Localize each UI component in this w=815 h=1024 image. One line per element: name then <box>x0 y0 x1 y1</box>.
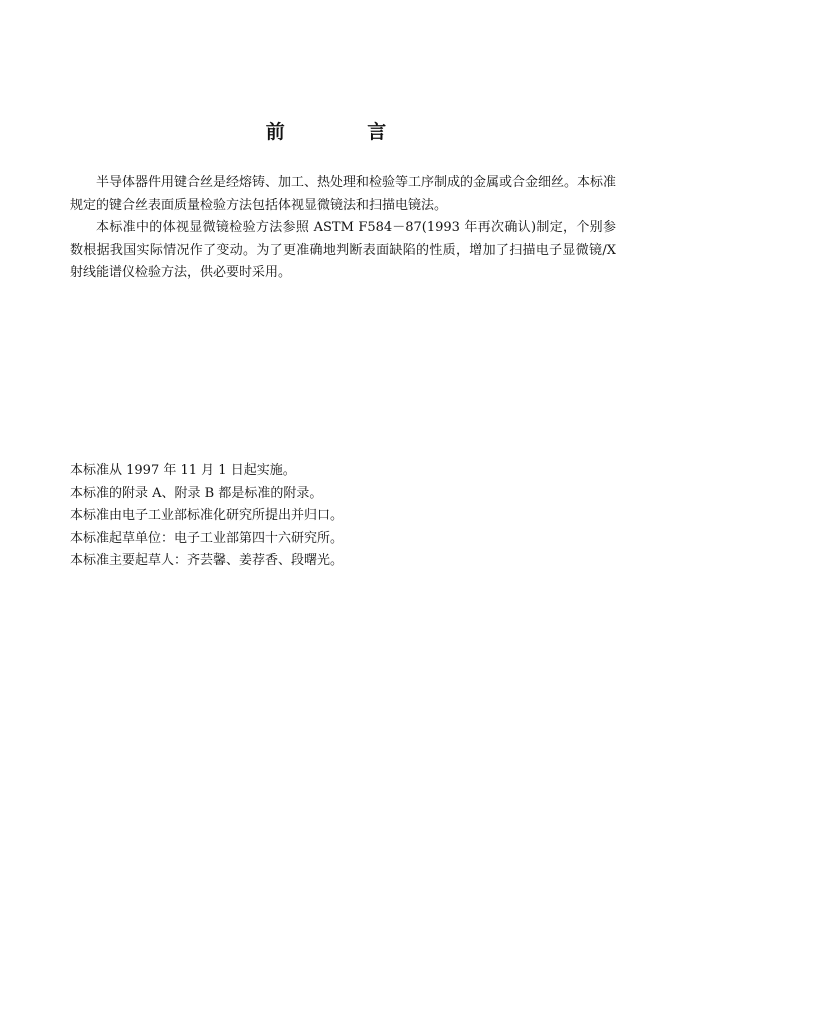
note-line: 本标准从 1997 年 11 月 1 日起实施。 <box>70 463 296 478</box>
foreword-paragraph: 半导体器件用键合丝是经熔铸、加工、热处理和检验等工序制成的金属或合金细丝。本标准规定的键合丝表面质量检验方法包括体视显微镜法和扫描电镜法。 <box>70 175 617 213</box>
foreword-paragraph: 本标准中的体视显微镜检验方法参照 ASTM F584－87(1993 年再次确认)制定，个别参数根据我国实际情况作了变动。为了更准确地判断表面缺陷的性质，增加了扫描电子显微镜/X 射线能谱仪检验方法，供必要时采用。 <box>70 220 616 280</box>
note-line: 本标准的附录 A、附录 B 都是标准的附录。 <box>70 485 323 501</box>
note-line: 本标准由电子工业部标准化研究所提出并归口。 <box>70 508 344 523</box>
foreword-body <box>70 172 616 285</box>
page-title: 前 言 <box>265 121 425 143</box>
note-line: 本标准起草单位：电子工业部第四十六研究所。 <box>70 530 344 546</box>
foreword-notes <box>70 460 616 573</box>
note-line: 本标准主要起草人：齐芸馨、姜荐香、段曙光。 <box>70 553 344 568</box>
